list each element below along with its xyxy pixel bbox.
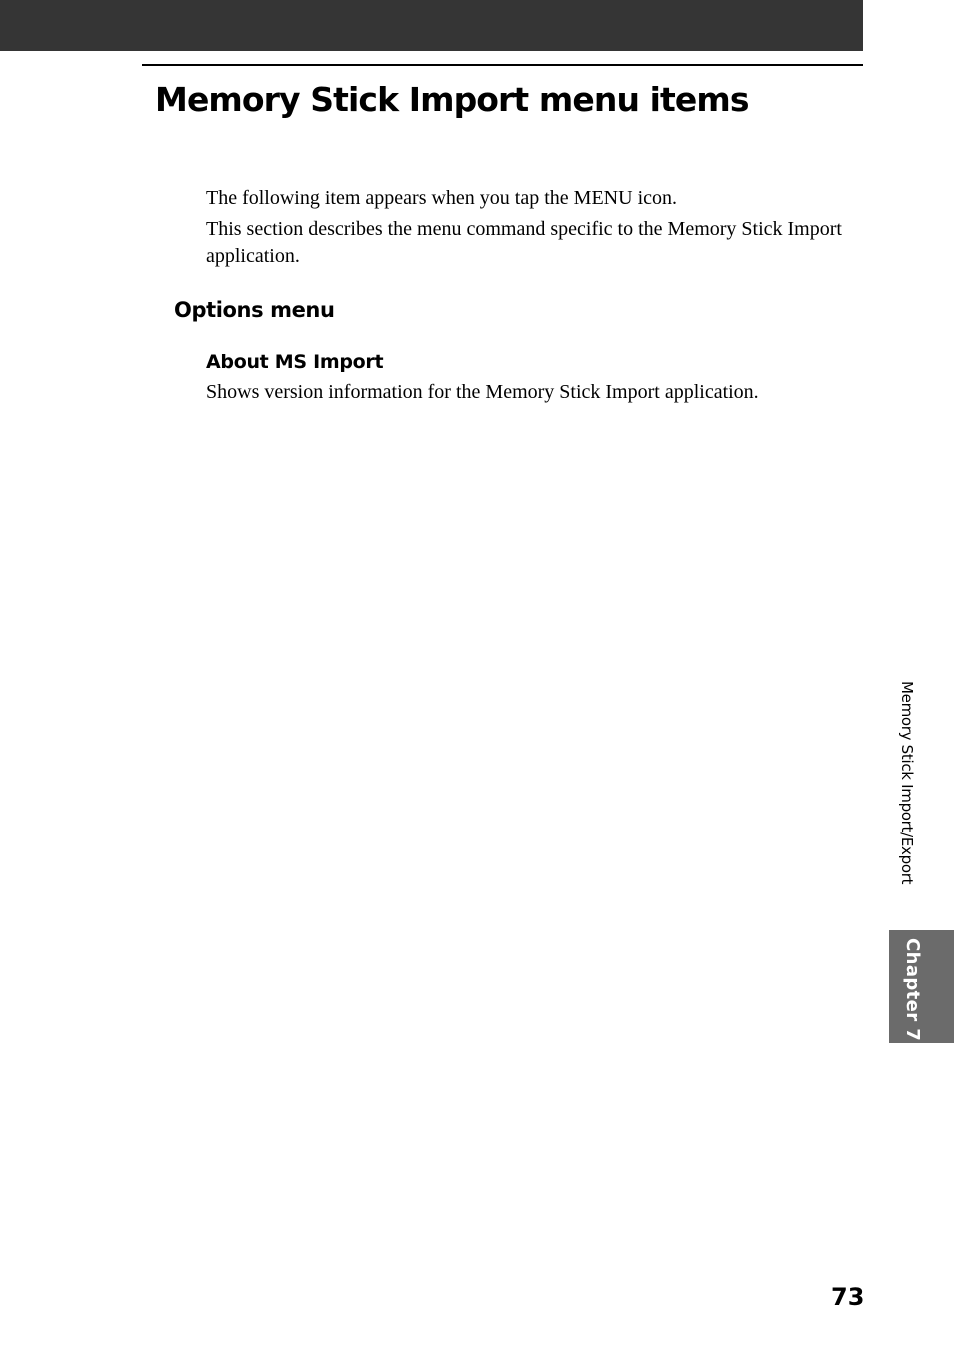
menu-item-title: About MS Import: [206, 351, 384, 373]
page-number: 73: [831, 1283, 865, 1311]
intro-paragraph-2: This section describes the menu command specific to the Memory Stick Import application.: [206, 218, 842, 267]
side-section-label: Memory Stick Import/Export: [898, 681, 916, 885]
title-rule: [142, 64, 863, 66]
intro-paragraph-1: The following item appears when you tap the MENU icon.: [206, 187, 677, 209]
page-title: Memory Stick Import menu items: [155, 80, 749, 119]
menu-item-description: Shows version information for the Memory Stick Import application.: [206, 381, 759, 403]
chapter-label: Chapter 7: [902, 938, 923, 1042]
header-bar: [0, 0, 863, 51]
options-menu-heading: Options menu: [174, 298, 335, 322]
